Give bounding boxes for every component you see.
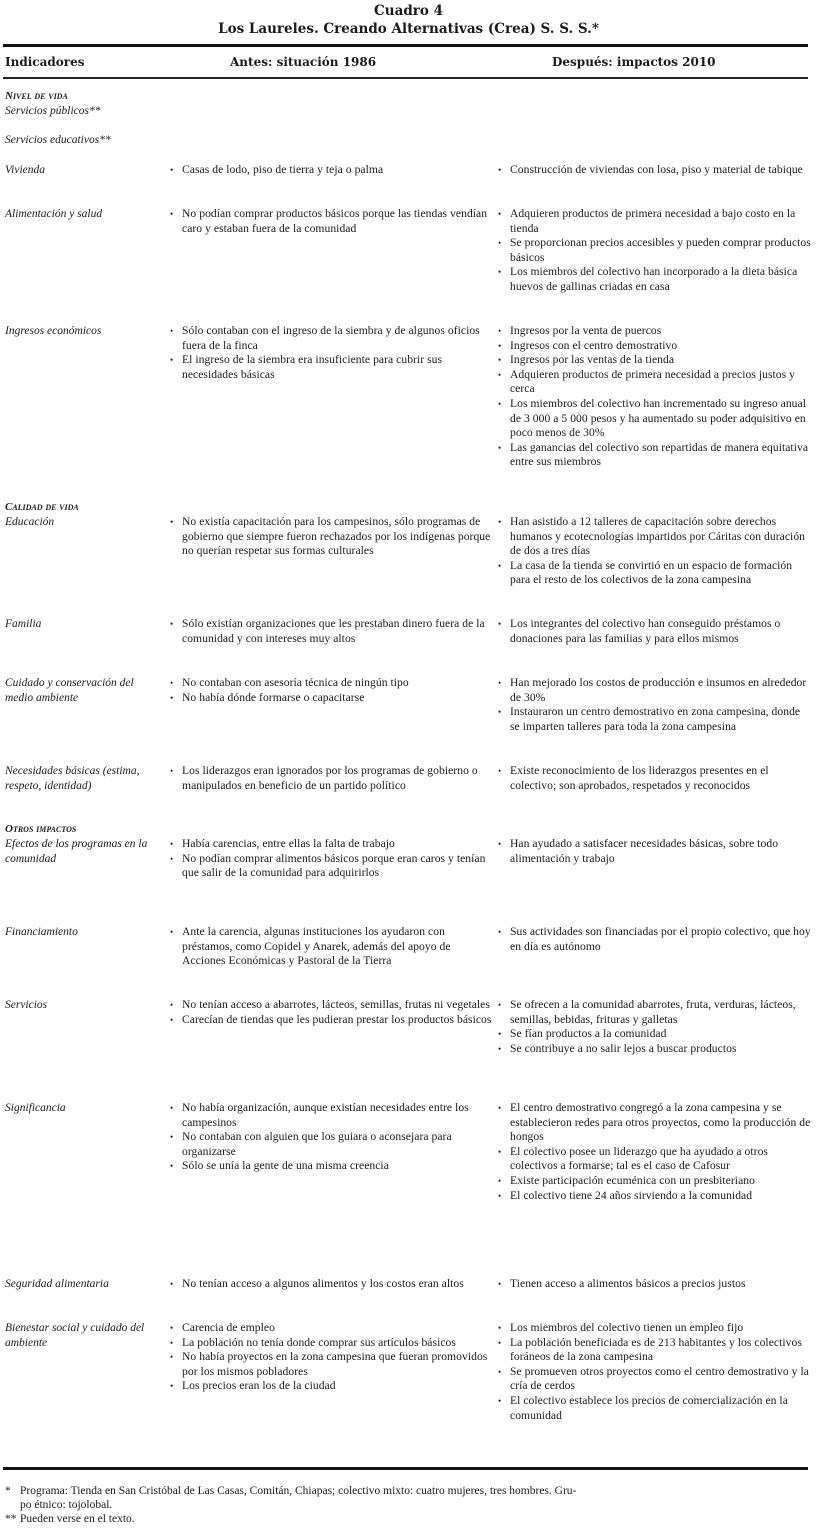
header-indicators: Indicadores xyxy=(5,55,85,69)
before-list xyxy=(170,676,492,705)
after-item: • Ingresos por la venta de puercos xyxy=(498,324,812,339)
before-list xyxy=(170,324,492,382)
after-list xyxy=(498,998,812,1056)
before-list xyxy=(170,998,492,1027)
after-list xyxy=(498,163,812,178)
after-item: • El centro demostrativo congregó a la zona campesina y se establecieron redes para otros proyectos, como la producción de hongos xyxy=(498,1101,812,1145)
before-item: • No existía capacitación para los campesinos, sólo programas de gobierno que siempre fueron rechazados por los indígenas porque no querían respetar sus formas culturales xyxy=(170,515,492,559)
before-item: • Sólo se unía la gente de una misma creencia xyxy=(170,1159,492,1174)
before-item: • No tenían acceso a abarrotes, lácteos, semillas, frutas ni vegetales xyxy=(170,998,492,1013)
indicator-label: Ingresos económicos xyxy=(5,325,102,337)
before-list xyxy=(170,617,492,646)
before-list xyxy=(170,515,492,559)
section-heading: Nivel de vida xyxy=(5,90,68,102)
before-item: • Sólo contaban con el ingreso de la siembra y de algunos oficios fuera de la finca xyxy=(170,324,492,353)
after-list xyxy=(498,1321,812,1423)
before-item: • El ingreso de la siembra era insuficiente para cubrir sus necesidades básicas xyxy=(170,353,492,382)
after-item: • El colectivo tiene 24 años sirviendo a la comunidad xyxy=(498,1189,812,1204)
footnote-text: Pueden verse en el texto. xyxy=(20,1513,135,1525)
before-item: • No había organización, aunque existían necesidades entre los campesinos xyxy=(170,1101,492,1130)
after-item: • Los miembros del colectivo tienen un empleo fijo xyxy=(498,1321,812,1336)
after-item: • Han ayudado a satisfacer necesidades básicas, sobre todo alimentación y trabajo xyxy=(498,837,812,866)
after-item: • Se contribuye a no salir lejos a buscar productos xyxy=(498,1042,812,1057)
after-item: • Existe participación ecuménica con un presbiteriano xyxy=(498,1174,812,1189)
before-item: • No tenían acceso a algunos alimentos y los costos eran altos xyxy=(170,1277,492,1292)
footnote-1 xyxy=(5,1484,810,1512)
after-item: • Han asistido a 12 talleres de capacitación sobre derechos humanos y ecotecnologías impartidos por Cáritas con duración de dos a tres días xyxy=(498,515,812,559)
after-item: • Adquieren productos de primera necesidad a precios justos y cerca xyxy=(498,368,812,397)
before-item: • Casas de lodo, piso de tierra y teja o palma xyxy=(170,163,492,178)
before-item: • Los liderazgos eran ignorados por los programas de gobierno o manipulados en beneficio de un partido político xyxy=(170,764,492,793)
before-item: • No contaban con alguien que los guiara o aconsejara para organizarse xyxy=(170,1130,492,1159)
before-list xyxy=(170,163,492,178)
after-item: • Los integrantes del colectivo han conseguido préstamos o donaciones para las familias y para ellos mismos xyxy=(498,617,812,646)
before-item: • No contaban con asesoría técnica de ningún tipo xyxy=(170,676,492,691)
after-item: • El colectivo establece los precios de comercialización en la comunidad xyxy=(498,1394,812,1423)
indicator-label: Cuidado y conservación del medio ambiente xyxy=(5,677,134,704)
after-item: • El colectivo posee un liderazgo que ha ayudado a otros colectivos a formarse; tal es el caso de Cafosur xyxy=(498,1145,812,1174)
before-item: • Carecían de tiendas que les pudieran prestar los productos básicos xyxy=(170,1013,492,1028)
header-before: Antes: situación 1986 xyxy=(230,55,377,69)
after-list xyxy=(498,207,812,295)
after-item: • Se promueven otros proyectos como el centro demostrativo y la cría de cerdos xyxy=(498,1365,812,1394)
indicator-label: Educación xyxy=(5,516,55,528)
after-item: • Ingresos por las ventas de la tienda xyxy=(498,353,812,368)
after-item: • Los miembros del colectivo han incrementado su ingreso anual de 3 000 a 5 000 pesos y ha aumentado su poder adquisitivo en poco menos de 30% xyxy=(498,397,812,441)
after-item: • Los miembros del colectivo han incorporado a la dieta básica huevos de gallinas criadas en casa xyxy=(498,265,812,294)
before-list xyxy=(170,1321,492,1394)
before-list xyxy=(170,1101,492,1174)
indicator-label: Servicios públicos** xyxy=(5,105,101,117)
after-list xyxy=(498,676,812,734)
footnote-mark: * xyxy=(5,1485,11,1497)
before-item: • No podían comprar productos básicos porque las tiendas vendían caro y estaban fuera de la comunidad xyxy=(170,207,492,236)
indicator-label: Vivienda xyxy=(5,164,46,176)
indicator-label: Financiamiento xyxy=(5,926,78,938)
before-list xyxy=(170,925,492,969)
after-item: • Instauraron un centro demostrativo en zona campesina, donde se imparten talleres para toda la zona campesina xyxy=(498,705,812,734)
after-list xyxy=(498,617,812,646)
after-list xyxy=(498,925,812,954)
footnote-2 xyxy=(5,1512,810,1526)
indicator-label: Servicios educativos** xyxy=(5,134,111,146)
after-item: • Tienen acceso a alimentos básicos a precios justos xyxy=(498,1277,812,1292)
indicator-label: Necesidades básicas (estima, respeto, identidad) xyxy=(5,765,140,792)
after-item: • Han mejorado los costos de producción e insumos en alrededor de 30% xyxy=(498,676,812,705)
after-list xyxy=(498,515,812,588)
before-item: • Sólo existían organizaciones que les prestaban dinero fuera de la comunidad y con intereses muy altos xyxy=(170,617,492,646)
table-title: Los Laureles. Creando Alternativas (Crea) S. S. S.* xyxy=(218,21,599,37)
before-item: • No podían comprar alimentos básicos porque eran caros y tenían que salir de la comunidad para adquirirlos xyxy=(170,852,492,881)
indicator-label: Seguridad alimentaria xyxy=(5,1278,109,1290)
after-item: • Adquieren productos de primera necesidad a bajo costo en la tienda xyxy=(498,207,812,236)
after-item: • Ingresos con el centro demostrativo xyxy=(498,339,812,354)
before-item: • Había carencias, entre ellas la falta de trabajo xyxy=(170,837,492,852)
top-rule xyxy=(3,44,808,47)
before-list xyxy=(170,764,492,793)
footnote-text-cont: po étnico: tojolobal. xyxy=(20,1499,113,1511)
section-heading: Otros impactos xyxy=(5,823,77,835)
indicator-label: Familia xyxy=(5,618,42,630)
footnote-mark: ** xyxy=(5,1513,17,1525)
after-item: • Construcción de viviendas con losa, piso y material de tabique xyxy=(498,163,812,178)
after-item: • Sus actividades son financiadas por el propio colectivo, que hoy en día es autónomo xyxy=(498,925,812,954)
before-list xyxy=(170,837,492,881)
indicator-label: Bienestar social y cuidado del ambiente xyxy=(5,1322,145,1349)
after-item: • Se proporcionan precios accesibles y pueden comprar productos básicos xyxy=(498,236,812,265)
footnote-text: Programa: Tienda en San Cristóbal de Las Casas, Comitán, Chiapas; colectivo mixto: cuatro mujeres, tres hombres. Gru- xyxy=(20,1485,577,1497)
after-list xyxy=(498,1277,812,1292)
before-item: • Los precios eran los de la ciudad xyxy=(170,1379,492,1394)
indicator-label: Alimentación y salud xyxy=(5,208,103,220)
section-heading: Calidad de vida xyxy=(5,501,79,513)
after-list xyxy=(498,764,812,793)
before-item: • Ante la carencia, algunas instituciones los ayudaron con préstamos, como Copidel y Anarek, además del apoyo de Acciones Económicas y Pastoral de la Tierra xyxy=(170,925,492,969)
indicator-label: Significancia xyxy=(5,1102,66,1114)
bottom-rule xyxy=(3,1467,808,1470)
after-list xyxy=(498,837,812,866)
header-rule xyxy=(3,77,808,79)
after-item: • Se fían productos a la comunidad xyxy=(498,1027,812,1042)
after-item: • La población beneficiada es de 213 habitantes y los colectivos foráneos de la zona campesina xyxy=(498,1336,812,1365)
before-item: • Carencia de empleo xyxy=(170,1321,492,1336)
indicator-label: Efectos de los programas en la comunidad xyxy=(5,838,148,865)
before-item: • No había dónde formarse o capacitarse xyxy=(170,691,492,706)
after-item: • Se ofrecen a la comunidad abarrotes, fruta, verduras, lácteos, semillas, bebidas, frituras y galletas xyxy=(498,998,812,1027)
after-item: • Las ganancias del colectivo son repartidas de manera equitativa entre sus miembros xyxy=(498,441,812,470)
before-item: • La población no tenía donde comprar sus artículos básicos xyxy=(170,1336,492,1351)
header-after: Después: impactos 2010 xyxy=(552,55,716,69)
before-list xyxy=(170,207,492,236)
after-item: • Existe reconocimiento de los liderazgos presentes en el colectivo; son aprobados, respetados y reconocidos xyxy=(498,764,812,793)
before-item: • No había proyectos en la zona campesina que fueran promovidos por los mismos pobladores xyxy=(170,1350,492,1379)
after-item: • La casa de la tienda se convirtió en un espacio de formación para el resto de los colectivos de la zona campesina xyxy=(498,559,812,588)
after-list xyxy=(498,324,812,470)
table-number: Cuadro 4 xyxy=(374,3,443,19)
after-list xyxy=(498,1101,812,1203)
indicator-label: Servicios xyxy=(5,999,48,1011)
before-list xyxy=(170,1277,492,1292)
